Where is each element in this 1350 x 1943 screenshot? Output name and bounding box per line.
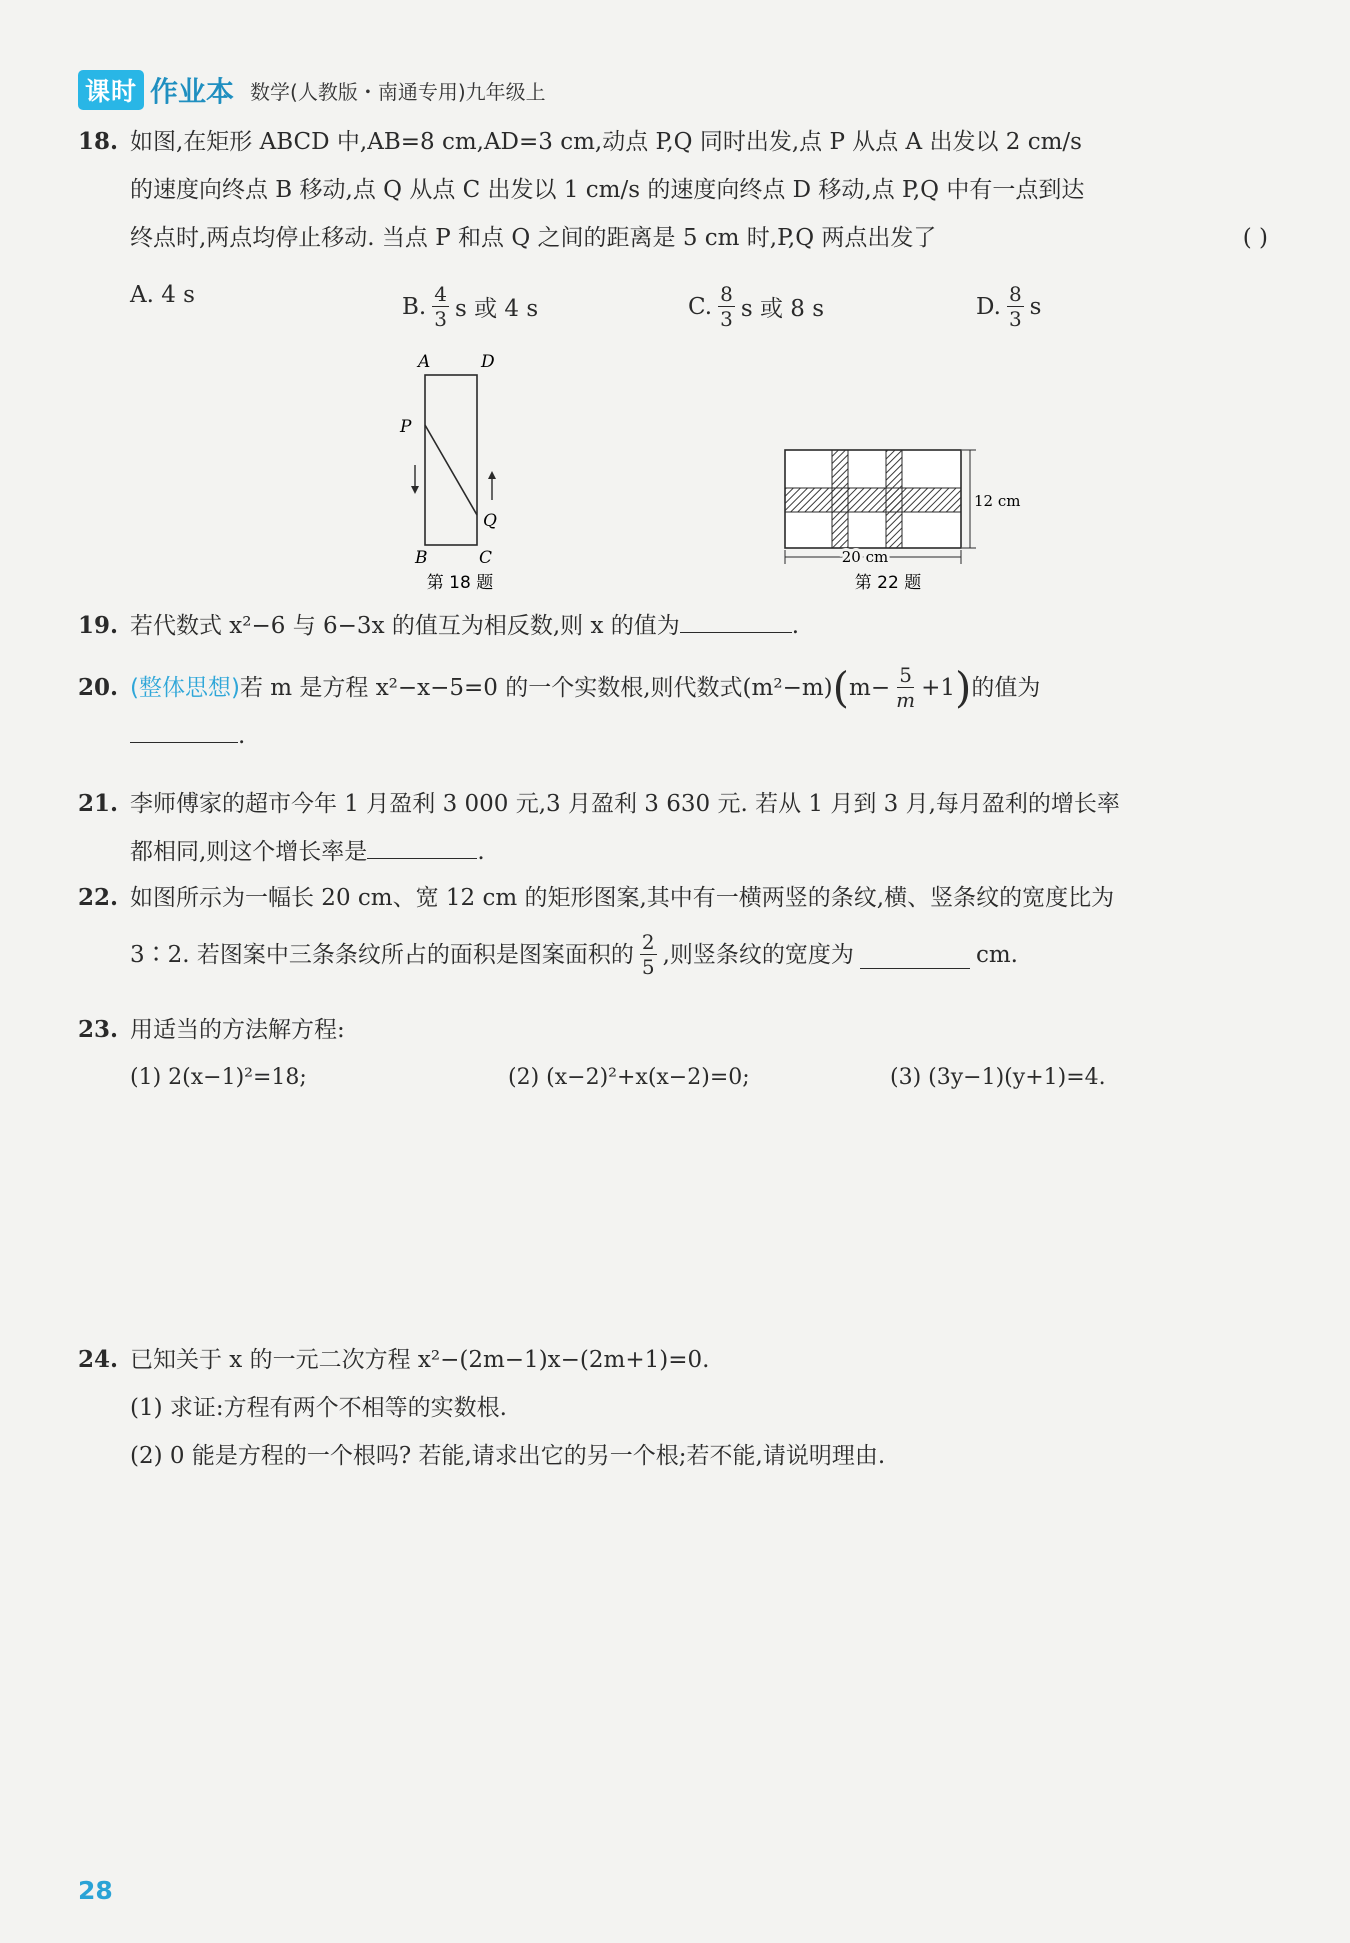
q18-line3: 终点时,两点均停止移动. 当点 P 和点 Q 之间的距离是 5 cm 时,P,Q 两点出发了: [130, 225, 937, 251]
option-d-suffix: s: [1029, 293, 1042, 320]
q20-text-a: 若 m 是方程 x²−x−5=0 的一个实数根,则代数式(m²−m): [239, 674, 833, 701]
answer-blank[interactable]: [367, 830, 477, 859]
label-b: B: [415, 548, 428, 568]
q20-frac-left: m−: [849, 674, 891, 701]
figure-22: [770, 440, 1021, 600]
figure-22-caption: 第 22 题: [854, 573, 922, 593]
option-b-suffix: s 或 4 s: [454, 296, 539, 322]
vertical-stripe-left: [832, 450, 848, 548]
q18-line1: 如图,在矩形 ABCD 中,AB=8 cm,AD=3 cm,动点 P,Q 同时出发,点 P 从点 A 出发以 2 cm/s: [130, 129, 1082, 155]
label-a: A: [418, 352, 431, 372]
fraction-numerator: 8: [1008, 282, 1022, 306]
method-tag: (整体思想): [130, 674, 240, 701]
label-c: C: [479, 548, 493, 568]
q21-end: .: [477, 839, 485, 865]
q23-text: 用适当的方法解方程:: [130, 1017, 345, 1043]
fraction-numerator: 5: [899, 663, 912, 687]
q23-part-3: (3) (3y−1)(y+1)=4.: [890, 1065, 1106, 1090]
page-header: [78, 70, 546, 110]
question-number: 21.: [78, 790, 119, 817]
option-c-fraction: [718, 282, 735, 331]
q20-frac-right: +1: [921, 674, 955, 701]
question-number: 19.: [78, 612, 119, 639]
label-p: P: [400, 417, 412, 437]
q22-unit: cm.: [975, 941, 1018, 968]
brand-title: 作业本: [150, 75, 235, 108]
question-number: 20.: [78, 673, 119, 701]
answer-blank[interactable]: [860, 940, 970, 969]
q23-part-1: (1) 2(x−1)²=18;: [130, 1065, 307, 1090]
q22-line2b: ,则竖条纹的宽度为: [662, 941, 854, 968]
q21-line1: 李师傅家的超市今年 1 月盈利 3 000 元,3 月盈利 3 630 元. 若从 1 月到 3 月,每月盈利的增长率: [130, 791, 1120, 817]
option-b-fraction: [432, 282, 449, 331]
answer-blank[interactable]: [680, 604, 792, 633]
segment-pq: [425, 425, 477, 515]
fraction-numerator: 2: [641, 930, 655, 954]
option-b-prefix: B.: [402, 293, 427, 320]
option-b: [402, 282, 538, 331]
option-c-suffix: s 或 8 s: [740, 296, 825, 322]
q20-end: .: [238, 723, 246, 749]
arrow-down-head-icon: [411, 486, 419, 494]
answer-paren: ( ): [1242, 225, 1268, 251]
q20-fraction: [896, 663, 915, 712]
question-number: 18.: [78, 128, 119, 155]
question-23: [78, 1006, 1268, 1102]
question-number: 22.: [78, 884, 119, 911]
fraction-denominator: 5: [641, 955, 655, 979]
q24-text: 已知关于 x 的一元二次方程 x²−(2m−1)x−(2m+1)=0.: [130, 1347, 710, 1373]
question-number: 24.: [78, 1346, 119, 1373]
fraction-denominator: 3: [434, 307, 447, 331]
question-number: 23.: [78, 1016, 119, 1043]
q18-line2: 的速度向终点 B 移动,点 Q 从点 C 出发以 1 cm/s 的速度向终点 D 移动,点 P,Q 中有一点到达: [130, 177, 1085, 203]
horizontal-stripe: [785, 488, 961, 512]
fraction-denominator: m: [896, 688, 916, 712]
q20-text-b: 的值为: [971, 674, 1041, 701]
q21-line2: 都相同,则这个增长率是: [130, 839, 368, 865]
answer-blank[interactable]: [130, 714, 238, 743]
question-22: [78, 874, 1268, 979]
figure-18: [395, 350, 525, 600]
q24-part-2: (2) 0 能是方程的一个根吗? 若能,请求出它的另一个根;若不能,请说明理由.: [130, 1443, 886, 1469]
fraction-denominator: 3: [1008, 307, 1022, 331]
question-19: [78, 602, 1268, 650]
page-number: 28: [78, 1876, 113, 1905]
arrow-up-head-icon: [488, 471, 496, 479]
fraction-numerator: 8: [720, 282, 733, 306]
question-20: [78, 663, 1268, 760]
fraction-numerator: 4: [434, 282, 447, 306]
q22-line1: 如图所示为一幅长 20 cm、宽 12 cm 的矩形图案,其中有一横两竖的条纹,横、竖条纹的宽度比为: [130, 885, 1115, 911]
fraction-denominator: 3: [720, 307, 733, 331]
paren-close: ): [954, 662, 972, 712]
q19-end: .: [791, 613, 800, 639]
width-label: 20 cm: [841, 548, 889, 566]
option-d-prefix: D.: [976, 293, 1001, 320]
figure-18-caption: 第 18 题: [426, 573, 494, 593]
brand-logo: 课时: [78, 70, 144, 110]
option-d: [976, 282, 1041, 331]
q19-text: 若代数式 x²−6 与 6−3x 的值互为相反数,则 x 的值为: [130, 613, 680, 639]
option-a: [130, 282, 195, 308]
option-a-text: A. 4 s: [130, 282, 195, 308]
q24-part-1: (1) 求证:方程有两个不相等的实数根.: [130, 1395, 507, 1421]
label-q: Q: [483, 511, 497, 531]
option-d-fraction: [1007, 282, 1024, 331]
q23-part-2: (2) (x−2)²+x(x−2)=0;: [508, 1065, 750, 1090]
option-c: [688, 282, 824, 331]
q22-line2a: 3∶2. 若图案中三条条纹所占的面积是图案面积的: [130, 941, 634, 968]
paren-open: (: [832, 662, 850, 712]
book-subtitle: 数学(人教版・南通专用)九年级上: [250, 79, 546, 104]
q22-fraction: [640, 930, 657, 979]
vertical-stripe-right: [886, 450, 902, 548]
height-label: 12 cm: [974, 492, 1021, 510]
question-18: [78, 118, 1268, 262]
label-d: D: [481, 352, 495, 372]
rectangle-abcd: [425, 375, 477, 545]
question-21: [78, 780, 1268, 876]
option-c-prefix: C.: [688, 293, 713, 320]
question-24: [78, 1336, 1268, 1480]
